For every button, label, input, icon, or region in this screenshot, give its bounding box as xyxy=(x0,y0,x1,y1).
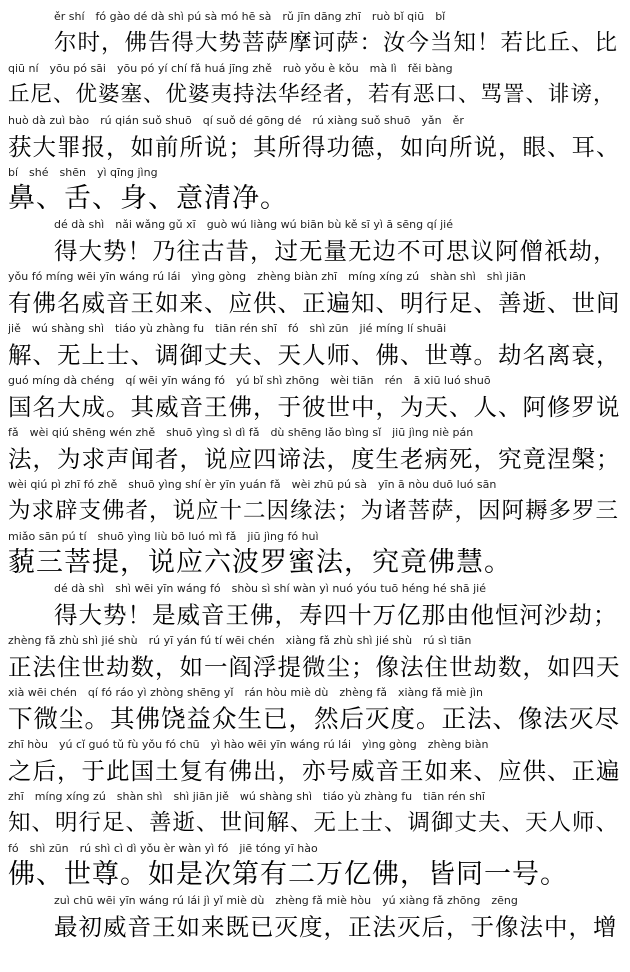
text-line xyxy=(8,840,622,892)
pinyin-annotation: huò dà zuì bào rú qián suǒ shuō qí suǒ dé gōng dé rú xiàng suǒ shuō yǎn ěr xyxy=(8,114,464,127)
text-line xyxy=(8,736,622,788)
pinyin-annotation: zhèng fǎ zhù shì jié shù rú yī yán fú tí wēi chén xiàng fǎ zhù shì jié shù rú sì tiān xyxy=(8,634,472,647)
chinese-text: 国名大成。其威音王佛，于彼世中，为天、人、阿修罗说 xyxy=(8,393,621,421)
pinyin-annotation: fó shì zūn rú shì cì dì yǒu èr wàn yì fó jiē tóng yī hào xyxy=(8,842,318,855)
chinese-text: 为求辟支佛者，说应十二因缘法；为诸菩萨，因阿耨多罗三 xyxy=(8,498,620,524)
pinyin-annotation: wèi qiú pì zhī fó zhě shuō yìng shí èr yīn yuán fǎ wèi zhū pú sà yīn ā nòu duō luó sān xyxy=(8,478,497,491)
text-line xyxy=(8,684,622,736)
pinyin-annotation: qiū ní yōu pó sāi yōu pó yí chí fǎ huá jīng zhě ruò yǒu è kǒu mà lì fěi bàng xyxy=(8,62,453,75)
pinyin-annotation: zuì chū wēi yīn wáng rú lái jì yǐ miè dù zhèng fǎ miè hòu yú xiàng fǎ zhōng zēng xyxy=(54,894,518,907)
chinese-text: 正法住世劫数，如一阎浮提微尘；像法住世劫数，如四天 xyxy=(8,653,621,681)
text-line xyxy=(8,788,622,840)
text-line xyxy=(8,528,622,580)
chinese-text: 得大势！是威音王佛，寿四十万亿那由他恒河沙劫； xyxy=(54,601,618,629)
chinese-text: 得大势！乃往古昔，过无量无边不可思议阿僧祇劫， xyxy=(54,237,618,265)
pinyin-annotation: dé dà shì shì wēi yīn wáng fó shòu sì shí wàn yì nuó yóu tuō héng hé shā jié xyxy=(54,582,486,595)
chinese-text: 尔时，佛告得大势菩萨摩诃萨：汝今当知！若比丘、比 xyxy=(54,30,619,56)
pinyin-annotation: ěr shí fó gào dé dà shì pú sà mó hē sà rǔ jīn dāng zhī ruò bǐ qiū bǐ xyxy=(54,10,446,23)
chinese-text: 鼻、舌、身、意清净。 xyxy=(8,183,288,214)
chinese-text: 最初威音王如来既已灭度，正法灭后，于像法中，增 xyxy=(54,913,618,941)
chinese-text: 之后，于此国土复有佛出，亦号威音王如来、应供、正遍 xyxy=(8,757,621,785)
pinyin-annotation: dé dà shì nǎi wǎng gǔ xī guò wú liàng wú biān bù kě sī yì ā sēng qí jié xyxy=(54,218,453,231)
text-line xyxy=(8,372,622,424)
pinyin-annotation: miǎo sān pú tí shuō yìng liù bō luó mì fǎ jiū jìng fó huì xyxy=(8,530,319,543)
chinese-text: 知、明行足、善逝、世间解、无上士、调御丈夫、天人师、 xyxy=(8,810,620,836)
pinyin-annotation: jiě wú shàng shì tiáo yù zhàng fu tiān rén shī fó shì zūn jié míng lí shuāi xyxy=(8,322,447,335)
text-line xyxy=(8,216,622,268)
text-line xyxy=(8,320,622,372)
text-line xyxy=(8,268,622,320)
pinyin-annotation: fǎ wèi qiú shēng wén zhě shuō yìng sì dì fǎ dù shēng lǎo bìng sǐ jiū jìng niè pán xyxy=(8,426,474,439)
text-line xyxy=(8,8,622,60)
chinese-text: 下微尘。其佛饶益众生已，然后灭度。正法、像法灭尽 xyxy=(8,704,620,733)
pinyin-annotation: xià wēi chén qí fó ráo yì zhòng shēng yǐ rán hòu miè dù zhèng fǎ xiàng fǎ miè jìn xyxy=(8,686,483,699)
pinyin-annotation: yǒu fó míng wēi yīn wáng rú lái yìng gòng zhèng biàn zhī míng xíng zú shàn shì shì jiān xyxy=(8,270,526,283)
pinyin-annotation: zhī hòu yú cǐ guó tǔ fù yǒu fó chū yì hào wēi yīn wáng rú lái yìng gòng zhèng biàn xyxy=(8,738,489,751)
chinese-text: 丘尼、优婆塞、优婆夷持法华经者，若有恶口、骂詈、诽谤， xyxy=(8,82,616,107)
text-line xyxy=(8,892,622,944)
text-line xyxy=(8,60,622,112)
chinese-text: 有佛名威音王如来、应供、正遍知、明行足、善逝、世间 xyxy=(8,289,621,317)
text-line xyxy=(8,476,622,528)
text-line xyxy=(8,164,622,216)
chinese-text: 解、无上士、调御丈夫、天人师、佛、世尊。劫名离衰， xyxy=(8,341,621,369)
text-line xyxy=(8,580,622,632)
chinese-text: 藐三菩提，说应六波罗蜜法，究竟佛慧。 xyxy=(8,547,512,578)
pinyin-annotation: zhī míng xíng zú shàn shì shì jiān jiě wú shàng shì tiáo yù zhàng fu tiān rén shī xyxy=(8,790,485,803)
pinyin-annotation: bí shé shēn yì qīng jìng xyxy=(8,166,158,179)
chinese-text: 法，为求声闻者，说应四谛法，度生老病死，究竟涅槃； xyxy=(8,445,621,473)
chinese-text: 获大罪报，如前所说；其所得功德，如向所说，眼、耳、 xyxy=(8,133,621,161)
pinyin-annotation: guó míng dà chéng qí wēi yīn wáng fó yú bǐ shì zhōng wèi tiān rén ā xiū luó shuō xyxy=(8,374,491,387)
chinese-text: 佛、世尊。如是次第有二万亿佛，皆同一号。 xyxy=(8,859,568,890)
text-line xyxy=(8,424,622,476)
text-line xyxy=(8,112,622,164)
text-line xyxy=(8,632,622,684)
